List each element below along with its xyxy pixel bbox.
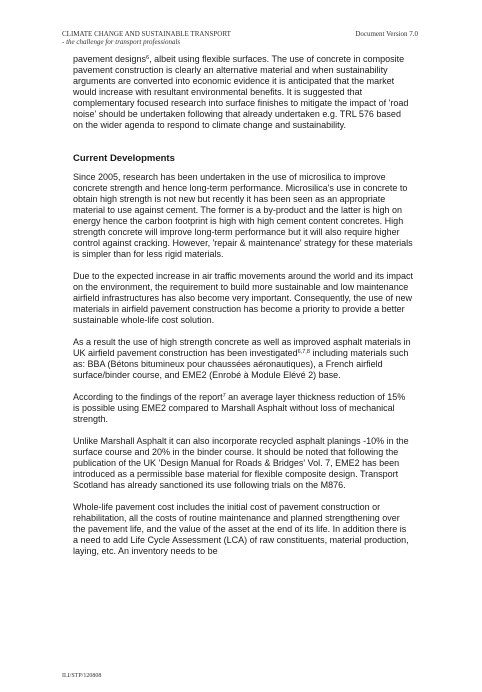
page-content (73, 54, 413, 568)
paragraph-report-findings (73, 392, 413, 425)
paragraph-text: As a result the use of high strength concrete as well as improved asphalt materials in UK airfield pavement construction has been investigated (73, 337, 411, 358)
document-version: Document Version 7.0 (355, 30, 418, 38)
paragraph-text: an average layer thickness reduction of 15% is possible using EME2 compared to Marshall Asphalt without loss of mechanical strength. (73, 392, 406, 424)
page-footer: ILI/STP/120808 (62, 673, 102, 679)
paragraph-text: According to the findings of the report (73, 392, 223, 402)
page-header (62, 30, 418, 46)
paragraph-whole-life-cost: Whole-life pavement cost includes the initial cost of pavement construction or rehabilitation, all the costs of routine maintenance and planned strengthening over the pavement life, and the value of the asset at the end of its life. In addition there is a need to add Life Cycle Assessment (LCA) of raw constituents, material production, laying, etc. An inventory needs to be (73, 502, 409, 556)
paragraph-marshall-asphalt: Unlike Marshall Asphalt it can also incorporate recycled asphalt planings -10% in the surface course and 20% in the binder course. It should be noted that following the publication of the UK 'Design Manual for Roads & Bridges' Vol. 7, EME2 has been introduced as a permissible base material for flexible composite design. Transport Scotland has already sanctioned its use following trials on the M876. (73, 436, 409, 490)
reference-superscript: 6 (146, 55, 150, 61)
header-title-row (62, 30, 418, 38)
document-title: CLIMATE CHANGE AND SUSTAINABLE TRANSPORT (62, 30, 231, 38)
paragraph-pavement-designs (73, 54, 413, 131)
document-subtitle: - the challenge for transport professionals (62, 38, 181, 46)
section-heading: Current Developments (73, 153, 175, 164)
paragraph-high-strength (73, 337, 413, 381)
paragraph-text: pavement designs (73, 54, 147, 64)
paragraph-text: including materials such as: BBA (Bétons bitumineux pour chaussées aéronautiques), a French airfield surface/binder course, and EME2 (Enrobé à Module Elévé 2) base. (73, 348, 409, 380)
paragraph-microsilica: Since 2005, research has been undertaken in the use of microsilica to improve concrete strength and hence long-term performance. Microsilica's use in concrete to obtain high strength is not new but recently it has been seen as an appropriate material to use against cement. The former is a by-product and the latter is high on energy hence the carbon footprint is high with high cement content concretes. High strength concrete will improve long-term performance but it will also require higher control against cracking. However, 'repair & maintenance' strategy for these materials is simpler than for less rigid materials. (73, 172, 413, 259)
reference-superscript: 7 (222, 393, 226, 399)
reference-superscript: 6,7,8 (297, 349, 310, 355)
paragraph-air-traffic: Due to the expected increase in air traffic movements around the world and its impact on the environment, the requirement to build more sustainable and low maintenance airfield infrastructures has also become very important. Consequently, the use of new materials in airfield pavement construction has become a priority to provide a better sustainable whole-life cost solution. (73, 271, 414, 325)
paragraph-text: , albeit using flexible surfaces. The use of concrete in composite pavement construction is clearly an alternative material and when sustainability arguments are converted into economic evidence it is anticipated that the market would increase with resultant environmental benefits. It is suggested that complementary focused research into surface finishes to mitigate the impact of 'road noise' should be undertaken following that already undertaken e.g. TRL 576 based on the wider agenda to respond to climate change and sustainability. (73, 54, 409, 130)
